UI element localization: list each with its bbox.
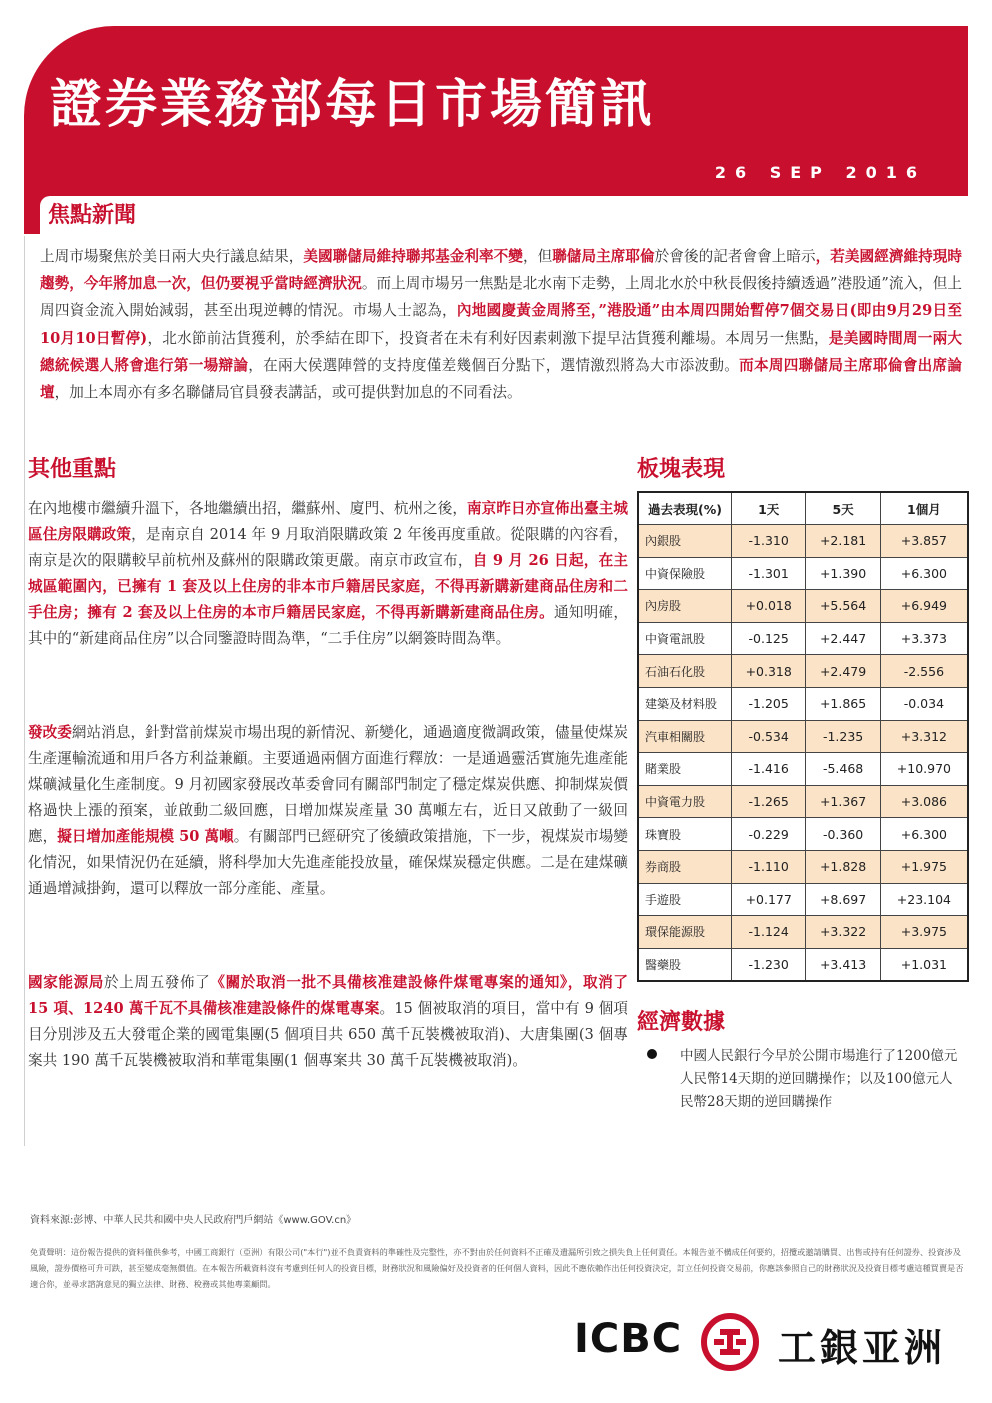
icbc-logo-icon — [700, 1312, 760, 1372]
change-1d-cell: -1.265 — [732, 785, 806, 818]
highlight-text: ，若美國經濟維持現時趨勢，今年將加息一次，但仍要視乎當時經濟狀況 — [40, 248, 962, 293]
report-date: 26 SEP 2016 — [714, 163, 926, 182]
change-1m-cell: +10.970 — [880, 753, 968, 786]
change-1m-cell: +6.300 — [880, 818, 968, 851]
change-1m-cell: +6.300 — [880, 557, 968, 590]
change-5d-cell: -1.235 — [806, 720, 880, 753]
change-1d-cell: -1.230 — [732, 948, 806, 981]
focus-news-heading: 焦點新聞 — [48, 203, 137, 228]
highlight-text: 聯儲局主席耶倫 — [552, 248, 655, 265]
sector-name-cell: 中資電訊股 — [638, 622, 732, 655]
left-rule — [24, 236, 25, 1146]
change-1d-cell: -0.125 — [732, 622, 806, 655]
body-text: 在內地樓市繼續升溫下，各地繼續出招，繼蘇州、廈門、杭州之後， — [28, 500, 468, 517]
change-1m-cell: +23.104 — [880, 883, 968, 916]
sector-performance-table — [637, 491, 969, 982]
change-1m-cell: +6.949 — [880, 590, 968, 623]
col-header-5d: 5天 — [806, 492, 880, 525]
table-row — [638, 525, 968, 558]
body-text: 於上周五發佈了 — [103, 974, 211, 991]
sector-name-cell: 汽車相關股 — [638, 720, 732, 753]
table-row — [638, 655, 968, 688]
change-5d-cell: +2.479 — [806, 655, 880, 688]
icbc-logo-text: ICBC — [574, 1316, 683, 1362]
sector-name-cell: 內房股 — [638, 590, 732, 623]
change-5d-cell: +1.367 — [806, 785, 880, 818]
sector-name-cell: 醫藥股 — [638, 948, 732, 981]
highlight-text: 而本周四聯儲局主席耶倫會出席論壇 — [40, 356, 962, 402]
change-1m-cell: +3.373 — [880, 622, 968, 655]
economic-data-item: 中國人民銀行今早於公開市場進行了1200億元人民幣14天期的逆回購操作；以及100億元人民幣28天期的逆回購操作 — [680, 1048, 958, 1110]
body-text: ，北水節前沽貨獲利，於季結在即下，投資者在未有利好因素刺激下提早沽貨獲利離場。本周另一焦點， — [147, 329, 829, 347]
other-highlights-heading: 其他重點 — [28, 457, 117, 482]
body-text: 通知明確，其中的“新建商品住房”以合同鑒證時間為準，“二手住房”以網簽時間為準。 — [28, 604, 628, 647]
highlight-text: 是美國時間周一兩大總統候選人將會進行第一場辯論 — [40, 329, 962, 374]
sector-name-cell: 內銀股 — [638, 525, 732, 558]
change-1d-cell: -1.416 — [732, 753, 806, 786]
change-1d-cell: -1.110 — [732, 850, 806, 883]
bullet-icon — [647, 1049, 657, 1059]
body-text: 。而上周市場另一焦點是北水南下走勢，上周北水於中秋長假後持續透過”港股通”流入，但上周四資金流入開始減弱，甚至出現逆轉的情況。市場人士認為， — [40, 275, 962, 320]
other-paragraph-coal — [28, 720, 628, 902]
change-5d-cell: +5.564 — [806, 590, 880, 623]
focus-news-body — [40, 243, 962, 406]
table-row — [638, 720, 968, 753]
highlight-text: 美國聯儲局維持聯邦基金利率不變 — [303, 248, 523, 265]
change-1m-cell: +1.031 — [880, 948, 968, 981]
sector-name-cell: 石油石化股 — [638, 655, 732, 688]
highlight-text: 擬日增加產能規模 50 萬噸 — [57, 828, 234, 845]
sector-name-cell: 賭業股 — [638, 753, 732, 786]
table-row — [638, 590, 968, 623]
change-1d-cell: -1.301 — [732, 557, 806, 590]
change-1m-cell: -2.556 — [880, 655, 968, 688]
table-row — [638, 622, 968, 655]
economic-data-heading: 經濟數據 — [637, 1010, 726, 1035]
disclaimer-text: 免責聲明：這份報告提供的資料僅供參考，中國工商銀行（亞洲）有限公司("本行")並不負責資料的準確性及完整性，亦不對由於任何資料不正確及遺漏所引致之損失負上任何責任。本報告並不構成任何要約，招攬或邀請購買、出售或持有任何證券、投資涉及風險，證券價格可升可跌，甚至變成毫無價值。在本報告所載資料沒有考慮到任何人的投資目標，財務狀況和風險偏好及投資者的任何個人資料，因此不應依賴作出任何投資決定，訂立任何投資交易前，你應該參照自己的財務狀況及投資目標考慮這種買賣是否適合你，並尋求諮詢意見的獨立法律、財務、稅務或其他專業顧問。 — [30, 1247, 964, 1289]
table-row — [638, 948, 968, 981]
change-5d-cell: +3.322 — [806, 916, 880, 949]
change-1d-cell: +0.018 — [732, 590, 806, 623]
change-5d-cell: +1.865 — [806, 687, 880, 720]
highlight-text: 國家能源局 — [28, 974, 104, 991]
change-1d-cell: -1.124 — [732, 916, 806, 949]
change-1m-cell: +3.975 — [880, 916, 968, 949]
table-row — [638, 883, 968, 916]
other-paragraph-property — [28, 496, 628, 652]
table-row — [638, 753, 968, 786]
body-text: 。有關部門已經研究了後續政策措施，下一步，視煤炭市場變化情況，如果情況仍在延續，將科學加大先進產能投放量，確保煤炭穩定供應。二是在建煤礦通過增減掛鉤，還可以釋放一部分產能、產量。 — [28, 828, 628, 897]
change-5d-cell: -5.468 — [806, 753, 880, 786]
section-tab — [40, 196, 968, 236]
body-text: 。15 個被取消的項目，當中有 9 個項目分別涉及五大發電企業的國電集團(5 個項目共 650 萬千瓦裝機被取消)、大唐集團(3 個專案共 190 萬千瓦裝機被取消和華電集團(1 個專案共 30 萬千瓦裝機被取消)。 — [28, 1000, 628, 1069]
sector-name-cell: 券商股 — [638, 850, 732, 883]
sector-name-cell: 手遊股 — [638, 883, 732, 916]
table-row — [638, 557, 968, 590]
change-5d-cell: +2.181 — [806, 525, 880, 558]
change-1m-cell: +1.975 — [880, 850, 968, 883]
highlight-text: 自 9 月 26 日起，在主城區範圍內，已擁有 1 套及以上住房的非本市戶籍居民家庭，不得再新購新建商品住房和二手住房；擁有 2 套及以上住房的本市戶籍居民家庭，不得再新購新建商品住房。 — [28, 552, 628, 621]
sector-performance-heading: 板塊表現 — [637, 457, 726, 482]
change-5d-cell: +3.413 — [806, 948, 880, 981]
change-5d-cell: +8.697 — [806, 883, 880, 916]
table-row — [638, 850, 968, 883]
page-title: 證券業務部每日市場簡訊 — [50, 75, 656, 135]
col-header-1d: 1天 — [732, 492, 806, 525]
sector-name-cell: 珠寶股 — [638, 818, 732, 851]
change-5d-cell: +1.390 — [806, 557, 880, 590]
sector-name-cell: 環保能源股 — [638, 916, 732, 949]
highlight-text: 《關於取消一批不具備核准建設條件煤電專案的通知》，取消了 15 項、1240 萬千瓦不具備核准建設條件的煤電專案 — [28, 974, 628, 1017]
change-1d-cell: -0.229 — [732, 818, 806, 851]
col-header-1m: 1個月 — [880, 492, 968, 525]
sector-name-cell: 建築及材料股 — [638, 687, 732, 720]
body-text: 上周市場聚焦於美日兩大央行議息結果， — [40, 248, 304, 265]
body-text: ，加上本周亦有多名聯儲局官員發表講話，或可提供對加息的不同看法。 — [54, 384, 522, 402]
sector-name-cell: 中資保險股 — [638, 557, 732, 590]
body-text: ，在兩大侯選陣營的支持度僅差幾個百分點下，選情激烈將為大市添波動。 — [248, 356, 740, 374]
change-5d-cell: +2.447 — [806, 622, 880, 655]
body-text: 網站消息，針對當前煤炭市場出現的新情況、新變化，通過適度微調政策，儘量使煤炭生產運輸流通和用戶各方利益兼顧。主要通過兩個方面進行釋放：一是通過靈活實施先進產能煤礦減量化生產制度。9 月初國家發展改革委會同有關部門制定了穩定煤炭供應、抑制煤炭價格過快上漲的預案，並啟動二級回應，日增加煤炭產量 30 萬噸左右，近日又啟動了一級回應， — [28, 724, 628, 845]
highlight-text: 發改委 — [28, 724, 72, 741]
change-5d-cell: -0.360 — [806, 818, 880, 851]
col-header-period: 過去表現(%) — [638, 492, 732, 525]
change-1m-cell: +3.086 — [880, 785, 968, 818]
body-text: ，是南京自 2014 年 9 月取消限購政策 2 年後再度重啟。從限購的內容看，南京是次的限購較早前杭州及蘇州的限購政策更嚴。南京市政宣布， — [28, 526, 628, 569]
change-1d-cell: -1.310 — [732, 525, 806, 558]
change-1d-cell: +0.177 — [732, 883, 806, 916]
body-text: 於會後的記者會會上暗示 — [654, 248, 816, 265]
change-5d-cell: +1.828 — [806, 850, 880, 883]
highlight-text: 南京昨日亦宣佈出臺主城區住房限購政策 — [28, 500, 628, 543]
change-1d-cell: +0.318 — [732, 655, 806, 688]
change-1m-cell: +3.312 — [880, 720, 968, 753]
table-row — [638, 785, 968, 818]
icbc-asia-logo-text: 工銀亚洲 — [778, 1326, 947, 1370]
change-1d-cell: -1.205 — [732, 687, 806, 720]
sector-table-body — [638, 525, 968, 982]
change-1m-cell: +3.857 — [880, 525, 968, 558]
body-text: ，但 — [522, 248, 553, 265]
table-header-row — [638, 492, 968, 525]
other-paragraph-energy — [28, 970, 628, 1074]
table-row — [638, 916, 968, 949]
change-1d-cell: -0.534 — [732, 720, 806, 753]
sector-name-cell: 中資電力股 — [638, 785, 732, 818]
table-row — [638, 687, 968, 720]
change-1m-cell: -0.034 — [880, 687, 968, 720]
data-source-note: 資料來源:彭博、中華人民共和國中央人民政府門戶網站《www.GOV.cn》 — [30, 1215, 357, 1226]
highlight-text: 內地國慶黃金周將至，”港股通”由本周四開始暫停7個交易日(即由9月29日至10月10日暫停) — [40, 302, 962, 347]
table-row — [638, 818, 968, 851]
